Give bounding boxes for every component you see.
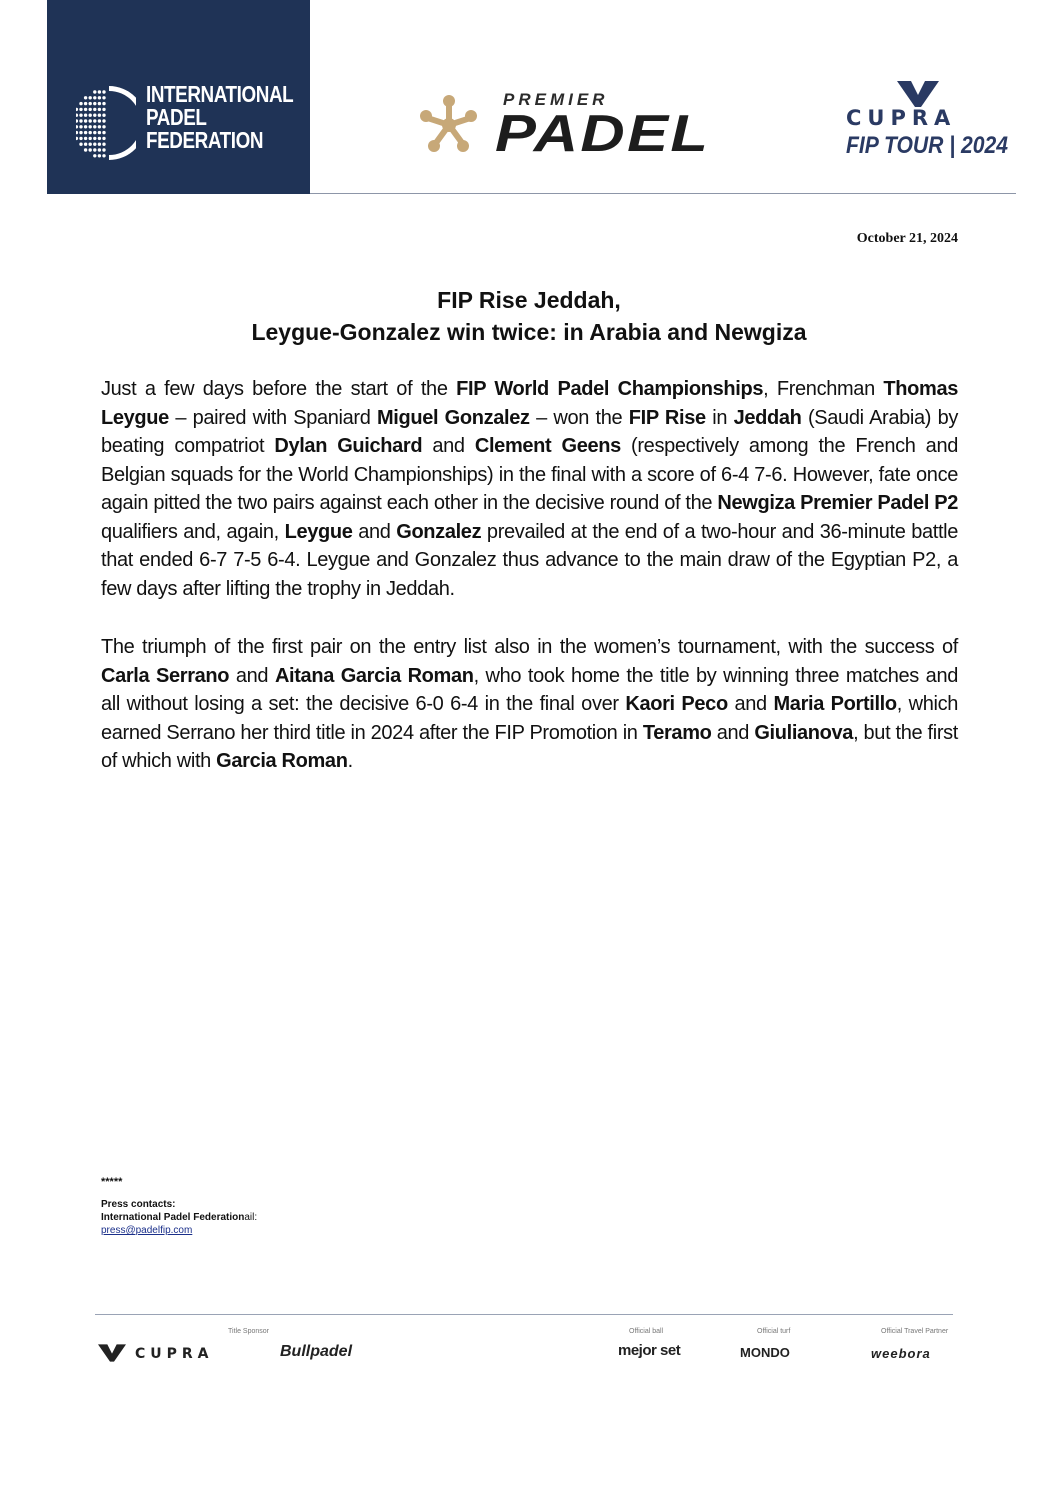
ipf-logo-dot — [79, 108, 82, 111]
ipf-logo-dot — [98, 119, 101, 122]
ipf-logo-dot — [102, 90, 105, 93]
footer-cupra-logo: CUPRA — [135, 1346, 214, 1362]
footer-weebora-logo: weebora — [871, 1346, 931, 1361]
text-run: (respectively among the French and Belgian squads for the World Championships) in the final with a score of 6-4 7-6. However, fate once again pitted the two pairs against each other in the decisive round of the — [101, 435, 959, 514]
ipf-logo-dot — [98, 102, 101, 105]
footer-mondo-logo: MONDO — [740, 1345, 790, 1360]
ipf-logo-dot — [76, 108, 78, 111]
ipf-logo-dot — [84, 102, 87, 105]
ipf-logo-dot — [76, 125, 78, 128]
ipf-logo-dot — [98, 143, 101, 146]
header-divider — [310, 193, 1016, 194]
bold-run: Aitana Garcia Roman — [274, 664, 474, 687]
ipf-logo-dot — [93, 119, 96, 122]
ipf-logo-dot — [89, 119, 92, 122]
ipf-logo-dot — [84, 96, 87, 99]
ipf-name-line-3: FEDERATION — [146, 127, 264, 153]
text-run: Just a few days before the start of the — [101, 378, 457, 400]
ipf-name-line-1: INTERNATIONAL — [146, 81, 294, 107]
ipf-logo-dot — [89, 143, 92, 146]
text-run: and — [229, 664, 275, 687]
ipf-logo-dot — [79, 143, 82, 146]
ipf-logo-dot — [84, 108, 87, 111]
bold-run: Carla Serrano — [101, 664, 230, 687]
ipf-logo-dot — [102, 102, 105, 105]
title-sponsor-label: Title Sponsor — [228, 1328, 269, 1335]
ipf-logo-dot — [93, 154, 96, 157]
ipf-logo-dot — [89, 125, 92, 128]
ipf-logo-dot — [76, 114, 78, 117]
text-run: , who took home the title by winning three matches and all without losing a set: the decisive 6-0 6-4 in the final over — [101, 664, 959, 715]
press-email-link[interactable]: press@padelfip.com — [101, 1225, 193, 1236]
premier-label: PREMIER — [503, 90, 609, 109]
ipf-logo-dot — [93, 114, 96, 117]
ipf-logo-dot — [93, 143, 96, 146]
ipf-logo-dot — [102, 154, 105, 157]
ipf-logo-dot — [98, 137, 101, 140]
ipf-logo-dot — [79, 131, 82, 134]
ipf-logo-dot — [84, 131, 87, 134]
ipf-logo-dot — [98, 131, 101, 134]
ipf-logo-dot — [93, 131, 96, 134]
press-contacts-label: Press contacts: — [101, 1199, 176, 1210]
ipf-logo-dot — [84, 143, 87, 146]
text-run: – paired with Spaniard — [168, 406, 377, 429]
text-run: prevailed at the end of a two-hour and 36-minute battle that ended 6-7 7-5 6-4. Leygue and Gonzalez thus advance to the main draw of the Egyptian P2, a few days after lifting the trophy in Jeddah. — [101, 520, 959, 600]
ipf-logo-dot — [98, 108, 101, 111]
ipf-logo-dot — [102, 148, 105, 151]
ipf-logo-dot — [84, 119, 87, 122]
ipf-logo-dot — [93, 125, 96, 128]
text-run: . — [347, 750, 353, 772]
official-turf-label: Official turf — [757, 1328, 791, 1335]
ipf-logo-dot — [89, 96, 92, 99]
text-run: , Frenchman — [763, 378, 884, 400]
headline-line-2: Leygue-Gonzalez win twice: in Arabia and Newgiza — [251, 319, 807, 345]
footer-mejorset-logo: mejor set — [618, 1342, 681, 1359]
text-run: qualifiers and, again, — [101, 520, 285, 543]
bold-run: Kaori Peco — [625, 693, 728, 715]
ipf-wordmark — [146, 83, 293, 152]
section-separator: ***** — [101, 1176, 123, 1188]
ipf-logo-dot — [76, 119, 78, 122]
bold-run: Newgiza Premier Padel P2 — [717, 492, 958, 514]
fip-tour-2024-label: FIP TOUR | 2024 — [846, 132, 1009, 159]
ipf-logo-dot — [98, 90, 101, 93]
bold-run: Maria Portillo — [773, 693, 897, 715]
footer-cupra-icon — [98, 1343, 126, 1363]
text-run: The triumph of the first pair on the entry list also in the women’s tournament, with the success of — [101, 636, 958, 658]
ipf-logo-dot — [93, 108, 96, 111]
premier-padel-flower-icon — [418, 94, 480, 156]
bold-run: Miguel Gonzalez — [376, 406, 530, 429]
bold-run: Teramo — [642, 721, 712, 744]
ipf-logo-dot — [79, 102, 82, 105]
ipf-logo-dot — [102, 108, 105, 111]
org-suffix: ail: — [244, 1212, 258, 1223]
ipf-logo-dot — [76, 131, 78, 134]
text-run: and — [352, 520, 397, 543]
ipf-logo-dot — [79, 119, 82, 122]
ipf-logo-dot — [79, 137, 82, 140]
cupra-triangle-icon — [897, 81, 939, 107]
ipf-logo-dot — [89, 137, 92, 140]
org-name: International Padel Federation — [101, 1212, 245, 1223]
ipf-logo-dot — [79, 125, 82, 128]
bold-run: Jeddah — [733, 406, 802, 429]
footer-bullpadel-logo: Bullpadel — [280, 1343, 353, 1360]
ipf-logo-dot — [98, 148, 101, 151]
ipf-logo-dot — [102, 143, 105, 146]
bold-run: Thomas Leygue — [101, 378, 958, 429]
ipf-logo-dot — [98, 154, 101, 157]
ipf-logo-dot — [89, 108, 92, 111]
ipf-logo-dot — [98, 114, 101, 117]
bold-run: Clement Geens — [474, 435, 621, 457]
ipf-logo-dot — [102, 114, 105, 117]
ipf-logo-dot — [79, 114, 82, 117]
ipf-logo-dot — [89, 114, 92, 117]
text-run: , which earned Serrano her third title in 2024 after the FIP Promotion in — [101, 693, 959, 744]
cupra-wordmark: CUPRA — [846, 106, 957, 130]
ipf-logo-dot — [89, 102, 92, 105]
ipf-logo-dot — [89, 148, 92, 151]
text-run: and — [727, 693, 774, 715]
ipf-logo-dot — [98, 125, 101, 128]
bold-run: Dylan Guichard — [274, 435, 423, 457]
ipf-logo-dot — [102, 137, 105, 140]
ipf-logo-dot — [98, 96, 101, 99]
text-run: (Saudi Arabia) by beating compatriot — [101, 406, 958, 457]
ipf-logo-dot — [84, 137, 87, 140]
official-ball-label: Official ball — [629, 1328, 664, 1335]
text-run: in — [705, 406, 734, 429]
ipf-logo-dot — [93, 148, 96, 151]
text-run: – won the — [529, 406, 629, 429]
bold-run: FIP World Padel Championships — [456, 378, 764, 400]
bold-run: Garcia Roman — [216, 750, 348, 772]
ipf-logo-dot — [102, 131, 105, 134]
official-travel-label: Official Travel Partner — [881, 1328, 949, 1335]
ipf-logo-dot — [76, 137, 78, 140]
text-run: and — [711, 721, 755, 744]
ipf-logo-dot — [102, 96, 105, 99]
footer-divider — [95, 1314, 953, 1315]
body-paragraph-1 — [101, 375, 958, 603]
ipf-logo-dot — [93, 137, 96, 140]
ipf-name-line-2: PADEL — [146, 104, 207, 130]
bold-run: Leygue — [284, 520, 353, 543]
ipf-ball-logo-icon — [76, 84, 136, 162]
ipf-logo-dot — [93, 96, 96, 99]
text-run: and — [422, 435, 475, 457]
ipf-logo-dot — [84, 125, 87, 128]
headline-line-1: FIP Rise Jeddah, — [437, 287, 621, 313]
body-paragraph-2 — [101, 633, 958, 776]
ipf-logo-dot — [89, 131, 92, 134]
ipf-logo-dot — [102, 125, 105, 128]
ipf-logo-dot — [93, 90, 96, 93]
ipf-logo-dot — [102, 119, 105, 122]
padel-label: PADEL — [495, 105, 711, 163]
ipf-logo-dot — [93, 102, 96, 105]
press-date: October 21, 2024 — [856, 231, 958, 246]
text-run: , but the first of which with — [101, 721, 959, 772]
ipf-logo-dot — [84, 114, 87, 117]
bold-run: Gonzalez — [396, 520, 482, 543]
bold-run: FIP Rise — [628, 406, 706, 429]
ipf-logo-dot — [84, 148, 87, 151]
press-contacts-org — [101, 1212, 257, 1223]
bold-run: Giulianova — [754, 721, 854, 744]
